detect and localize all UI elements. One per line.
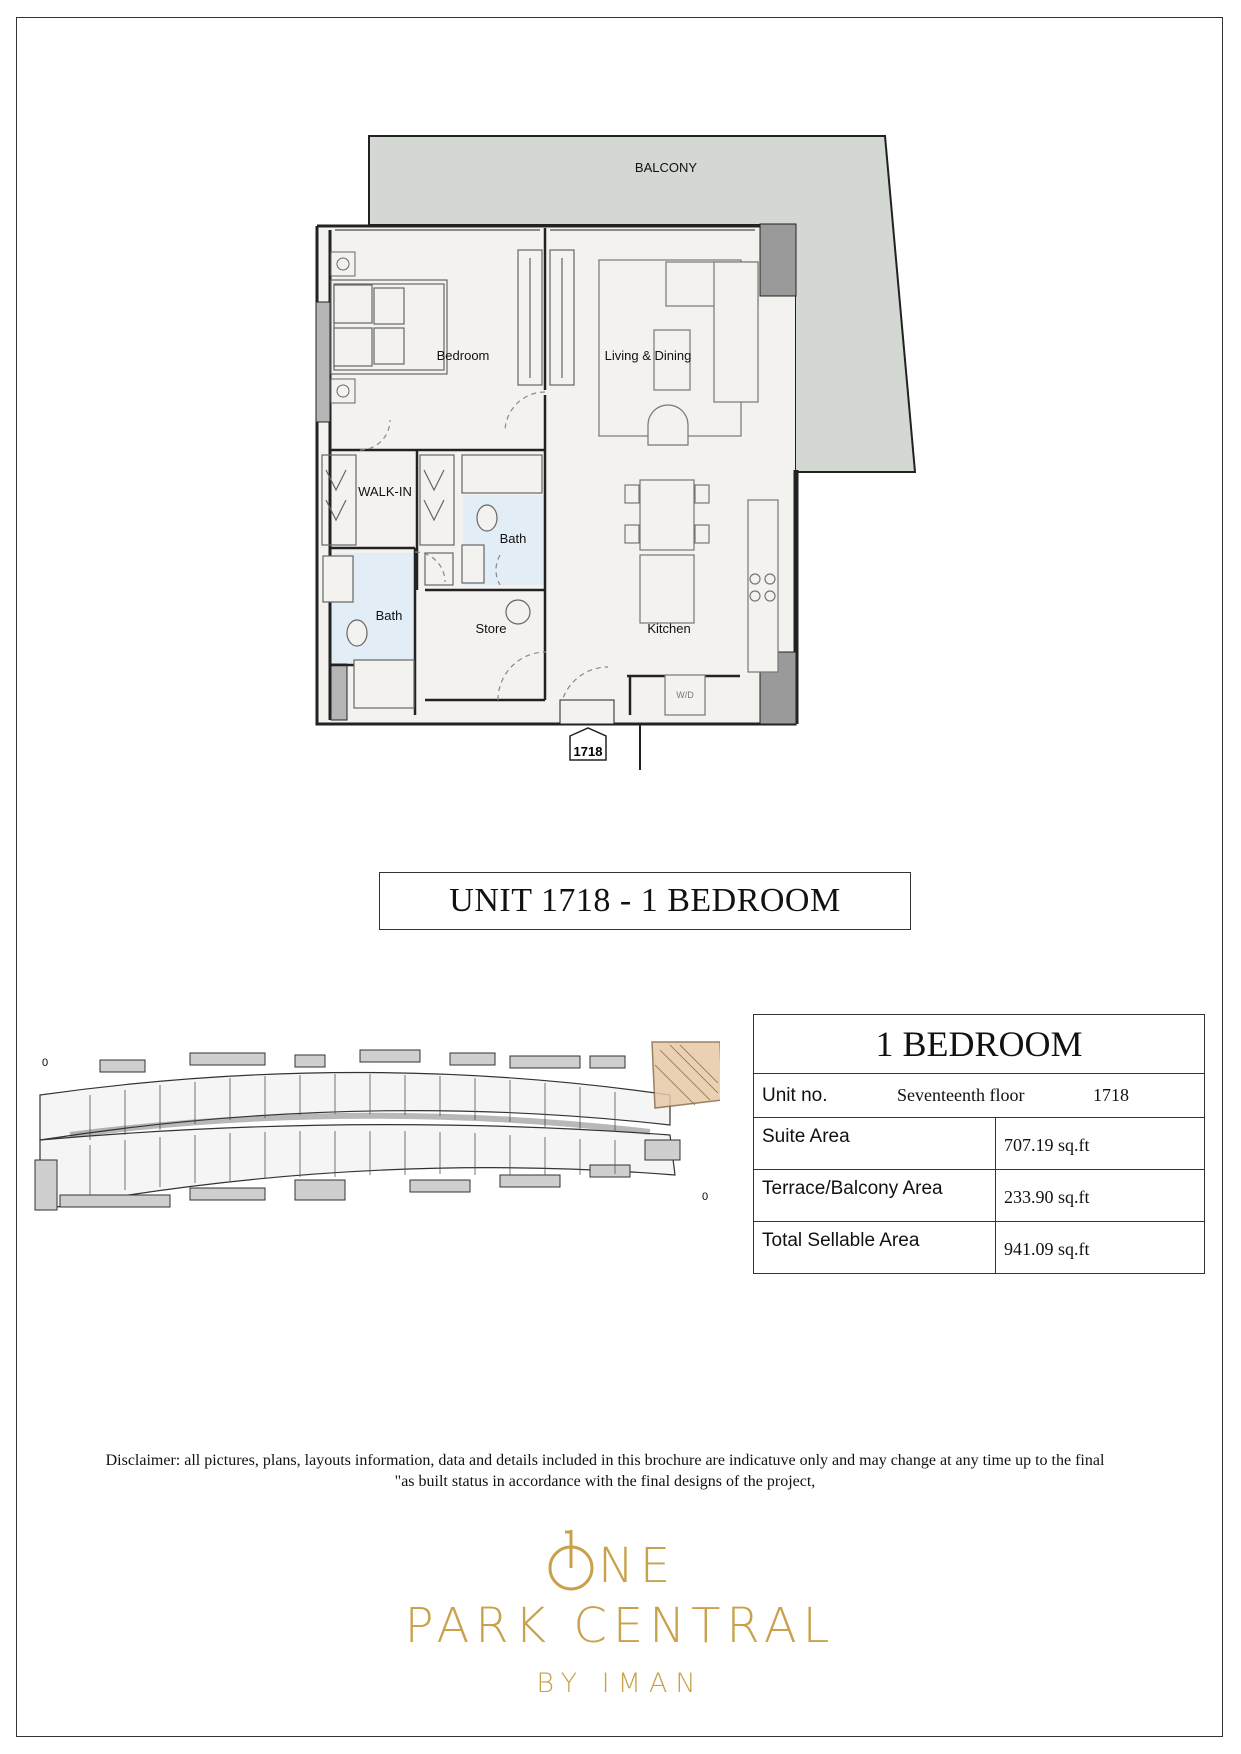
disclaimer [60,1450,1150,1492]
logo-line-1 [330,1530,910,1592]
row-value: 941.09 sq.ft [996,1222,1205,1274]
unit-no-value: 1718 [1093,1085,1129,1105]
table-row [754,1170,1205,1222]
unit-row [754,1074,1205,1118]
row-label: Terrace/Balcony Area [754,1170,996,1222]
key-o-icon [545,1528,597,1594]
row-value: 707.19 sq.ft [996,1118,1205,1170]
floor-plan [0,0,1241,800]
row-label: Total Sellable Area [754,1222,996,1274]
column [316,302,330,422]
logo-text-one: NE [598,1538,677,1594]
brand-logo [330,1530,910,1699]
wd-label: W/D [676,690,694,700]
bath-label: Bath [499,531,527,546]
table-row [754,1222,1205,1274]
walkin-label: WALK-IN [358,484,412,499]
bedroom-label: Bedroom [436,348,490,363]
living-dining-label: Living & Dining [604,348,692,363]
column [331,664,347,720]
bath-label: Bath [375,608,403,623]
key-plan [30,1040,720,1230]
row-label: Suite Area [754,1118,996,1170]
row-value: 233.90 sq.ft [996,1170,1205,1222]
table-row [754,1118,1205,1170]
bed [331,280,447,374]
disclaimer-line: Disclaimer: all pictures, plans, layouts information, data and details included in this brochure are indicatuve only and may change at any time up to the final [105,1452,1105,1469]
highlighted-unit [652,1042,720,1108]
key-plan-mark: 0 [702,1191,709,1203]
unit-no-label: Unit no. [762,1084,828,1106]
unit-title: UNIT 1718 - 1 BEDROOM [379,872,911,930]
column [760,224,796,296]
floor-value: Seventeenth floor [897,1085,1025,1105]
balcony-label: BALCONY [634,160,698,175]
unit-tag-label: 1718 [573,744,603,759]
store-label: Store [475,621,507,636]
disclaimer-line: "as built status in accordance with the final designs of the project, [394,1473,816,1490]
logo-line-2: PARK CENTRAL [404,1598,836,1654]
logo-line-3: BY IMAN [536,1668,704,1699]
key-plan-mark: 0 [42,1057,49,1069]
kitchen-label: Kitchen [647,621,691,636]
area-table [753,1014,1205,1274]
unit-tag [570,728,606,760]
table-heading: 1 BEDROOM [754,1015,1205,1074]
